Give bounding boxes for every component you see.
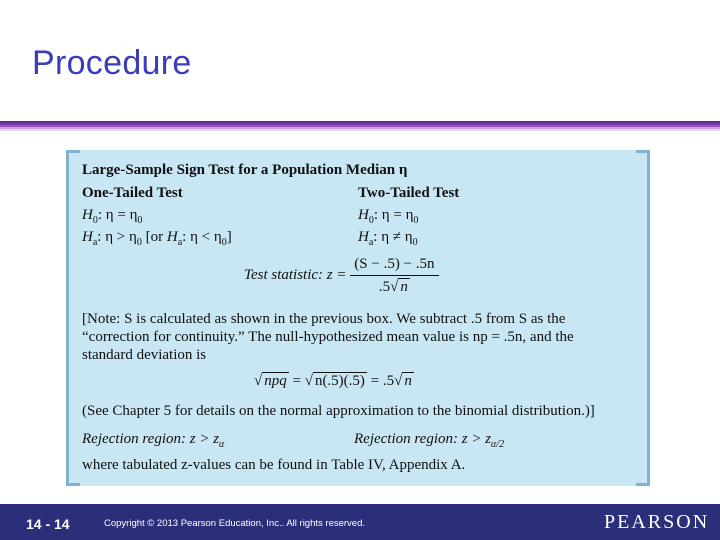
left-bracket: [66, 150, 80, 486]
test-statistic-fraction: $\frac{(S - .5) - .5n}{.5√ n}$: [350, 254, 438, 297]
see-chapter-note: (See Chapter 5 for details on the normal approximation to the binomial distribution.)]: [82, 403, 595, 419]
page-number: 14 - 14: [26, 516, 70, 532]
test-statistic: [244, 254, 439, 297]
footer-bar: [0, 504, 720, 540]
two-tailed-h0: $H_0$: $\eta = \eta_0$: [358, 207, 419, 226]
tabulated-values-note: where tabulated z-values can be found in Table IV, Appendix A.: [82, 457, 466, 473]
test-statistic-label: Test statistic: z =: [244, 266, 347, 283]
pearson-logo: PEARSON: [604, 511, 710, 533]
box-heading: Large-Sample Sign Test for a Population Median η: [82, 162, 408, 178]
note-line-2: “correction for continuity.” The null-hypothesized mean value is np = .5n, and the: [82, 329, 574, 345]
one-tailed-ha: $H_a$: $\eta > \eta_0$ [or $H_a$: $\eta < \eta_0$]: [82, 229, 232, 248]
one-tailed-header: One-Tailed Test: [82, 185, 183, 201]
note-line-3: standard deviation is: [82, 347, 207, 363]
two-tailed-ha: $H_a$: $\eta \ne \eta_0$: [358, 229, 418, 248]
copyright-text: Copyright © 2013 Pearson Education, Inc.. All rights reserved.: [104, 518, 365, 529]
right-bracket: [636, 150, 650, 486]
procedure-box: [66, 150, 650, 486]
rejection-region-two-tailed: Rejection region: $z > z_{\alpha/2}$: [354, 431, 505, 450]
note-line-1: [Note: S is calculated as shown in the previous box. We subtract .5 from S as the: [82, 311, 566, 327]
slide-title: Procedure: [32, 44, 192, 82]
two-tailed-header: Two-Tailed Test: [358, 185, 460, 201]
sd-formula: √ npq = √ n(.5)(.5) = .5√ n: [254, 373, 412, 389]
rejection-region-one-tailed: Rejection region: $z > z_\alpha$: [82, 431, 225, 450]
one-tailed-h0: $H_0$: $\eta = \eta_0$: [82, 207, 143, 226]
header-divider-stripes: [0, 121, 720, 131]
